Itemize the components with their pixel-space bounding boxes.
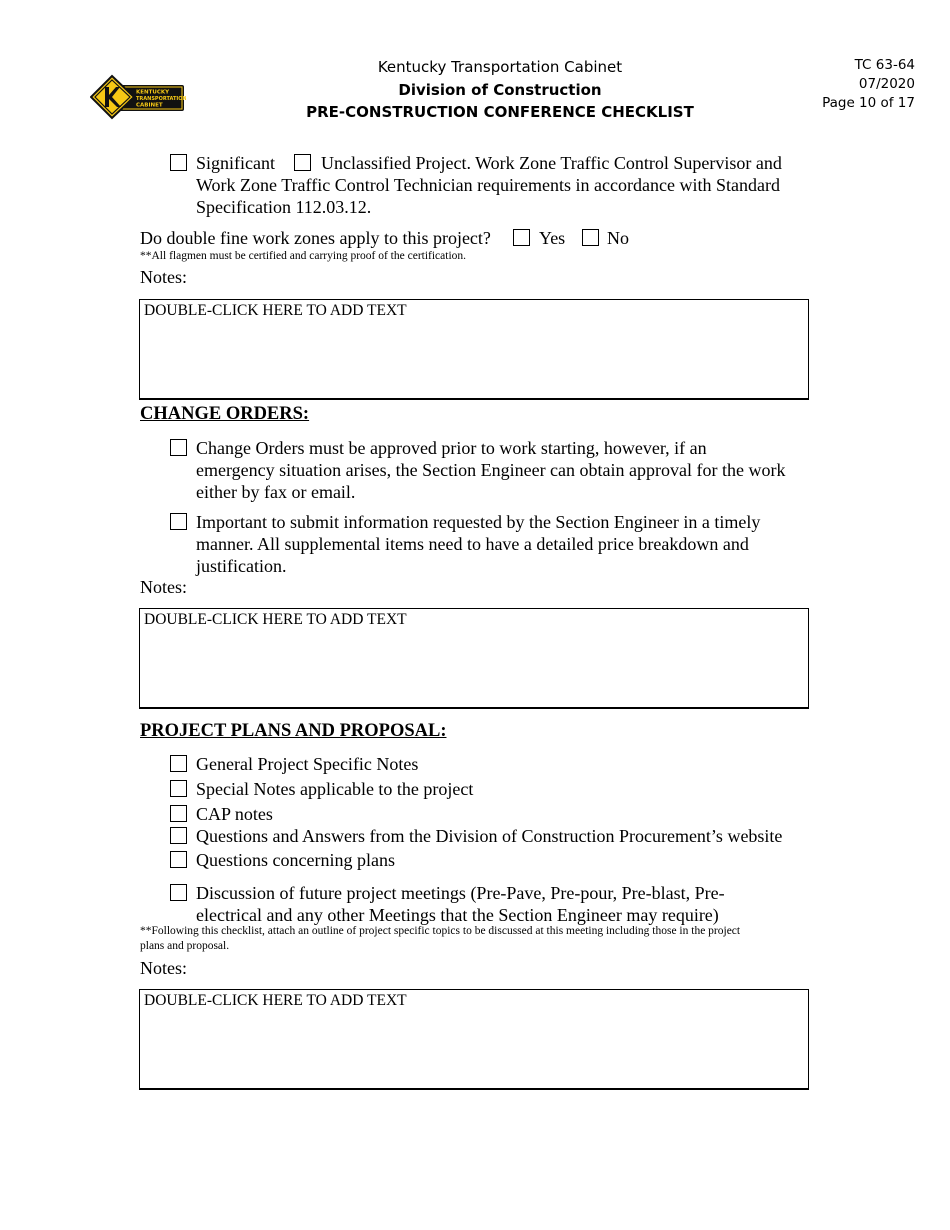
plans-footnote-line2: plans and proposal. xyxy=(140,940,230,952)
plans-checkbox-cap-notes[interactable] xyxy=(170,805,187,822)
change-orders-heading: CHANGE ORDERS: xyxy=(140,404,310,424)
logo-text-cabinet: CABINET xyxy=(136,102,163,109)
wz-text-line3: Specification 112.03.12. xyxy=(196,197,372,217)
plans-item-questions-plans: Questions concerning plans xyxy=(196,850,395,870)
header-division: Division of Construction xyxy=(398,81,602,99)
notes-label-1: Notes: xyxy=(140,267,187,287)
notes-box-3[interactable] xyxy=(139,989,809,1090)
change-orders-item2-line2: manner. All supplemental items need to have a detailed price breakdown and xyxy=(196,534,749,554)
change-orders-item2-line3: justification. xyxy=(196,556,287,576)
header-title: PRE-CONSTRUCTION CONFERENCE CHECKLIST xyxy=(306,103,694,121)
double-fine-yes-label: Yes xyxy=(539,228,566,248)
notes-box-2[interactable] xyxy=(139,608,809,709)
unclassified-checkbox[interactable] xyxy=(294,154,311,171)
plans-item-cap-notes: CAP notes xyxy=(196,804,273,824)
change-orders-item1-line3: either by fax or email. xyxy=(196,482,356,502)
significant-checkbox[interactable] xyxy=(170,154,187,171)
form-id: TC 63-64 xyxy=(854,57,915,73)
header-cabinet: Kentucky Transportation Cabinet xyxy=(377,58,623,76)
plans-item-general-notes: General Project Specific Notes xyxy=(196,754,419,774)
notes-box-1[interactable] xyxy=(139,299,809,400)
notes-label-2: Notes: xyxy=(140,577,187,597)
logo-text-kentucky: KENTUCKY xyxy=(136,89,170,96)
plans-item-special-notes: Special Notes applicable to the project xyxy=(196,779,474,799)
unclassified-text: Unclassified Project. Work Zone Traffic Control Supervisor and xyxy=(321,153,782,173)
plans-checkbox-meetings[interactable] xyxy=(170,884,187,901)
notes-placeholder-1: DOUBLE-CLICK HERE TO ADD TEXT xyxy=(144,302,407,319)
change-orders-item1-line1: Change Orders must be approved prior to work starting, however, if an xyxy=(196,438,707,458)
plans-checkbox-general-notes[interactable] xyxy=(170,755,187,772)
logo-text-transportation: TRANSPORTATION xyxy=(136,96,186,102)
double-fine-yes-checkbox[interactable] xyxy=(513,229,530,246)
plans-checkbox-questions-plans[interactable] xyxy=(170,851,187,868)
double-fine-no-label: No xyxy=(607,228,629,248)
double-fine-question: Do double fine work zones apply to this project? xyxy=(140,228,491,248)
plans-checkbox-qa[interactable] xyxy=(170,827,187,844)
form-date: 07/2020 xyxy=(858,76,915,92)
plans-checkbox-special-notes[interactable] xyxy=(170,780,187,797)
change-orders-item2-line1: Important to submit information requested by the Section Engineer in a timely xyxy=(196,512,761,532)
notes-placeholder-3: DOUBLE-CLICK HERE TO ADD TEXT xyxy=(144,992,407,1009)
flagmen-note: **All flagmen must be certified and carrying proof of the certification. xyxy=(140,250,467,262)
plans-item-qa: Questions and Answers from the Division of Construction Procurement’s website xyxy=(196,826,783,846)
change-orders-checkbox-1[interactable] xyxy=(170,439,187,456)
change-orders-item1-line2: emergency situation arises, the Section Engineer can obtain approval for the work xyxy=(196,460,786,480)
kytc-logo xyxy=(90,74,186,120)
plans-footnote-line1: **Following this checklist, attach an outline of project specific topics to be discussed at this meeting including those in the project xyxy=(140,925,741,937)
notes-placeholder-2: DOUBLE-CLICK HERE TO ADD TEXT xyxy=(144,611,407,628)
plans-heading: PROJECT PLANS AND PROPOSAL: xyxy=(140,721,447,741)
significant-label: Significant xyxy=(196,153,275,173)
change-orders-checkbox-2[interactable] xyxy=(170,513,187,530)
notes-label-3: Notes: xyxy=(140,958,187,978)
page-number: Page 10 of 17 xyxy=(822,95,915,111)
double-fine-no-checkbox[interactable] xyxy=(582,229,599,246)
plans-meetings-line2: electrical and any other Meetings that the Section Engineer may require) xyxy=(196,905,719,925)
wz-text-line2: Work Zone Traffic Control Technician requirements in accordance with Standard xyxy=(196,175,780,195)
plans-meetings-line1: Discussion of future project meetings (Pre-Pave, Pre-pour, Pre-blast, Pre- xyxy=(196,883,725,903)
